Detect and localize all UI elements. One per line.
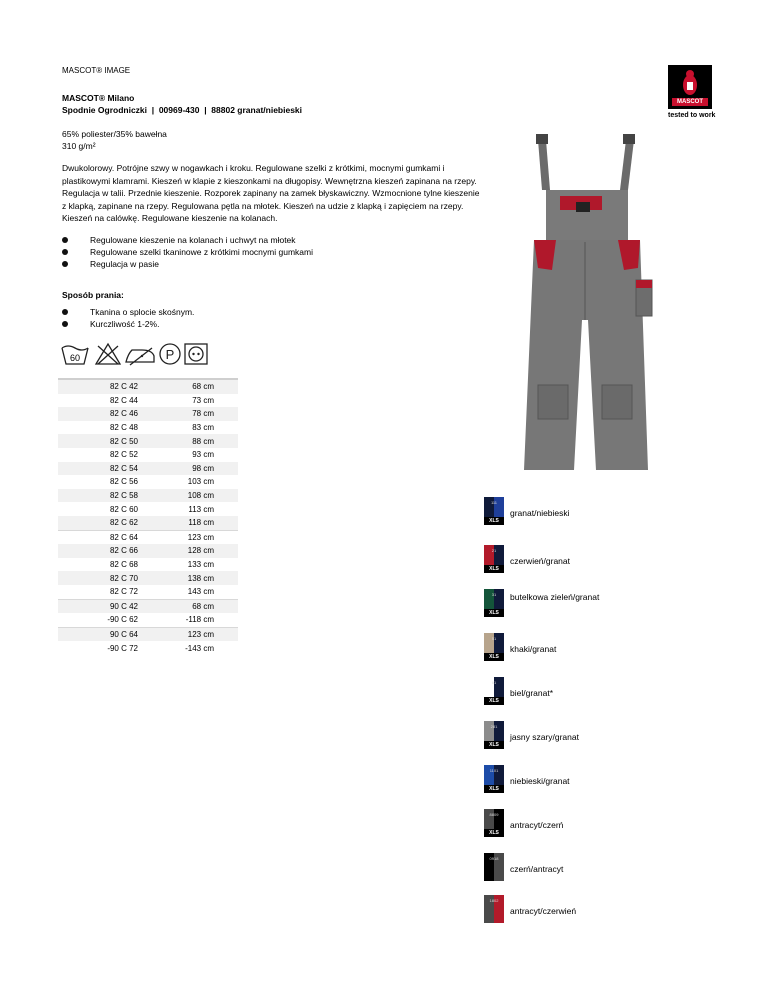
size-length: 73 cm (192, 395, 214, 405)
size-code: 82 C 70 (58, 571, 178, 585)
product-title-block (62, 92, 302, 116)
size-row (58, 571, 238, 585)
color-label: jasny szary/granat (510, 732, 579, 742)
color-label: czerń/antracyt (510, 864, 564, 874)
color-swatch (484, 497, 504, 525)
swatch-size-tag: XLS (484, 565, 504, 573)
size-length: 108 cm (178, 489, 238, 503)
size-code: 90 C 42 (58, 599, 178, 613)
color-label: antracyt/czerń (510, 820, 564, 830)
care-item: Kurczliwość 1-2%. (62, 318, 194, 330)
feature-item: Regulowane kieszenie na kolanach i uchwyt na młotek (62, 234, 313, 246)
size-length: 78 cm (178, 407, 238, 421)
feature-item: Regulacja w pasie (62, 258, 313, 270)
product-image (478, 130, 688, 480)
color-swatch (484, 895, 504, 923)
color-swatch (484, 545, 504, 573)
color-swatch (484, 589, 504, 617)
size-code: 90 C 64 (58, 627, 178, 641)
size-code: 82 C 66 (58, 544, 178, 558)
size-code: 82 C 46 (58, 407, 178, 421)
size-row (58, 434, 238, 448)
product-subtitle: Spodnie Ogrodniczki | 00969-430 | 88802 granat/niebieski (62, 105, 303, 115)
size-length: 133 cm (187, 560, 214, 570)
size-row (58, 544, 238, 558)
wash-60-icon (62, 346, 88, 364)
swatch-size-tag: XLS (484, 517, 504, 525)
color-swatch (484, 765, 504, 793)
size-length: 113 cm (188, 504, 214, 514)
size-row (58, 394, 238, 408)
size-row (58, 516, 238, 530)
size-length: 83 cm (192, 423, 214, 433)
size-code: 82 C 48 (109, 423, 138, 433)
size-length: 103 cm (187, 477, 214, 487)
size-length: 123 cm (178, 530, 238, 544)
fabric-weight: 310 g/m² (62, 141, 96, 151)
size-row (58, 407, 238, 421)
feature-list (62, 234, 313, 270)
iron-icon (126, 348, 154, 365)
swatch-code: 0918 (489, 856, 499, 861)
product-description: Dwukolorowy. Potrójne szwy w nogawkach i kroku. Regulowane szelki z krótkimi, mocnymi gumkami i plastikowymi klamrami. Kieszeń w klapie z kieszonkami na długopisy. Wewnętrzna kieszeń zapinana na rzepy. Regulacja w talii. Przednie kieszenie. Rozporek zapinany na zamek błyskawiczny. Wzmocnione tylne kieszenie z klapką, zapinane na rzepy. Regulowana pętla na młotek. Kieszeń na udzie z klapką i zapięciem na rzepy. Kieszeń na calówkę. Regulowane kieszenie na kolanach. (62, 163, 480, 223)
color-swatch (484, 721, 504, 749)
size-code: 82 C 52 (109, 450, 138, 460)
swatch-size-tag: XLS (484, 741, 504, 749)
swatch-code: 21 (491, 548, 497, 553)
size-row (58, 641, 238, 655)
size-length: 68 cm (178, 379, 238, 394)
color-label: granat/niebieski (510, 508, 570, 518)
size-row (58, 502, 238, 516)
size-code: 82 C 68 (109, 560, 138, 570)
swatch-code: 1101 (489, 768, 499, 773)
swatch-code: 61 (491, 680, 497, 685)
color-label: czerwień/granat (510, 556, 571, 566)
size-code: 82 C 72 (109, 587, 138, 597)
color-swatch (484, 677, 504, 705)
size-length: 128 cm (178, 544, 238, 558)
logo-tagline: tested to work (668, 112, 716, 119)
color-swatch (484, 853, 504, 881)
color-swatch (484, 809, 504, 837)
size-length: 98 cm (178, 462, 238, 476)
size-length: -118 cm (185, 615, 214, 625)
size-length: 68 cm (178, 599, 238, 613)
swatch-code: 31 (491, 592, 497, 597)
swatch-size-tag: XLS (484, 697, 504, 705)
size-code: 82 C 56 (109, 477, 138, 487)
size-length: 88 cm (178, 434, 238, 448)
size-row (58, 585, 238, 599)
care-title: Sposób prania: (62, 290, 124, 300)
size-code: 82 C 42 (58, 379, 178, 394)
color-label: antracyt/czerwień (510, 906, 577, 916)
size-code: 82 C 54 (58, 462, 178, 476)
swatch-code: 111 (490, 500, 498, 505)
mascot-logo (668, 65, 712, 109)
size-row (58, 489, 238, 503)
size-row (58, 448, 238, 462)
size-length: 138 cm (178, 571, 238, 585)
size-code: -90 C 72 (107, 643, 138, 653)
color-label: biel/granat* (510, 688, 554, 698)
logo-text: MASCOT (677, 99, 703, 105)
tumble-dry-icon (185, 344, 207, 364)
size-code: -90 C 62 (107, 615, 138, 625)
size-row (58, 613, 238, 627)
size-row (58, 421, 238, 435)
color-label: niebieski/granat (510, 776, 570, 786)
size-code: 82 C 50 (58, 434, 178, 448)
no-bleach-icon (96, 344, 120, 364)
swatch-size-tag: XLS (484, 785, 504, 793)
size-code: 82 C 58 (58, 489, 178, 503)
brand-line: MASCOT® IMAGE (62, 66, 131, 75)
care-symbols (60, 340, 210, 368)
care-list (62, 306, 194, 330)
color-label: khaki/granat (510, 644, 557, 654)
size-code: 82 C 62 (58, 516, 178, 530)
size-code: 82 C 64 (58, 530, 178, 544)
swatch-code: 51 (491, 636, 497, 641)
size-row (58, 379, 238, 394)
size-row (58, 599, 238, 613)
dry-clean-p-icon (160, 344, 180, 364)
size-table (58, 378, 238, 655)
size-length: 123 cm (178, 627, 238, 641)
size-length: 118 cm (178, 516, 238, 530)
size-row (58, 627, 238, 641)
swatch-size-tag: XLS (484, 609, 504, 617)
swatch-size-tag: XLS (484, 653, 504, 661)
size-code: 82 C 44 (109, 395, 138, 405)
care-item: Tkanina o splocie skośnym. (62, 306, 194, 318)
size-length: 143 cm (187, 587, 214, 597)
color-label: butelkowa zieleń/granat (510, 592, 600, 602)
size-code: 82 C 60 (109, 504, 138, 514)
color-swatch (484, 633, 504, 661)
composition: 65% poliester/35% bawełna (62, 129, 167, 139)
swatch-code: 1802 (489, 898, 499, 903)
swatch-code: 281 (490, 724, 498, 729)
svg-text:P: P (165, 347, 175, 362)
size-row (58, 462, 238, 476)
feature-item: Regulowane szelki tkaninowe z krótkimi mocnymi gumkami (62, 246, 313, 258)
size-row (58, 558, 238, 572)
size-row (58, 475, 238, 489)
swatch-code: 8809 (489, 812, 499, 817)
size-row (58, 530, 238, 544)
size-length: -143 cm (185, 643, 214, 653)
wash-temp-label: 60 (69, 353, 81, 363)
composition-block (62, 128, 167, 152)
product-name: MASCOT® Milano (62, 93, 135, 103)
swatch-size-tag: XLS (484, 829, 504, 837)
size-length: 93 cm (192, 450, 214, 460)
